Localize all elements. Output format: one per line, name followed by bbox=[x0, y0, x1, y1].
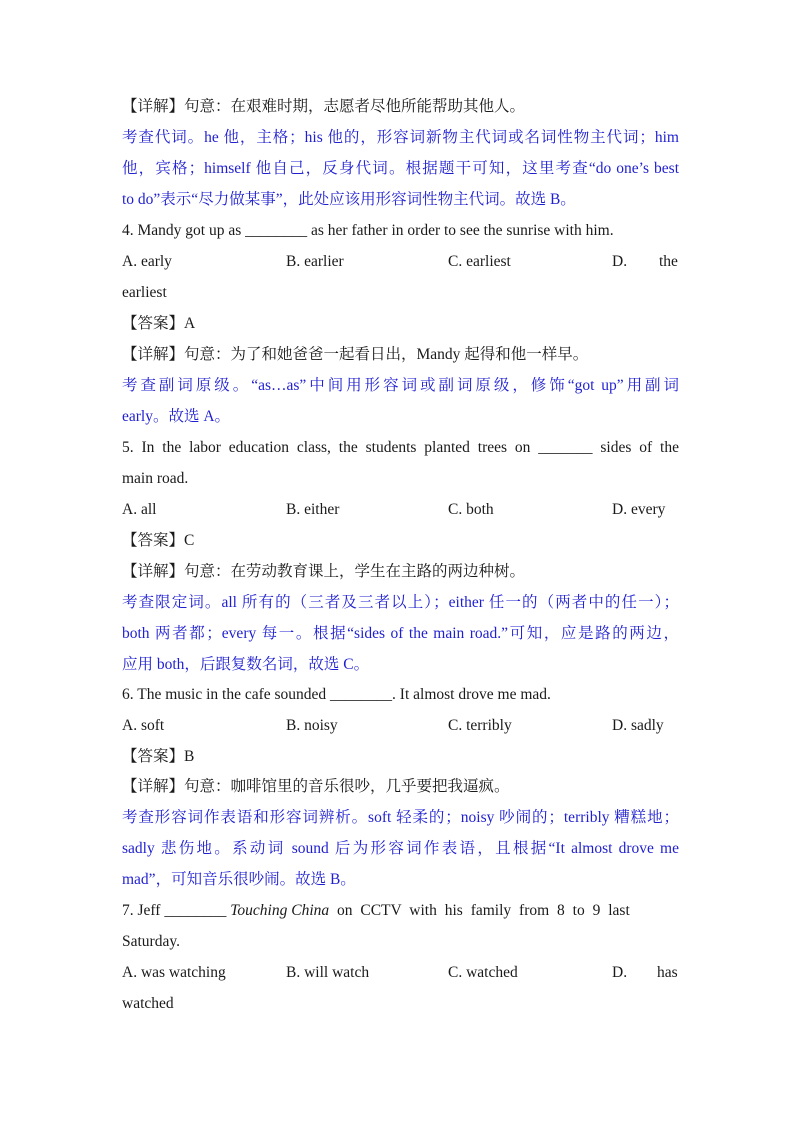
q5-explanation: 【详解】句意：在劳动教育课上，学生在主路的两边种树。 bbox=[122, 563, 526, 580]
q7-stem-prefix: 7. Jeff ________ bbox=[122, 902, 231, 919]
q4-analysis-line-1: 考查副词原级。“as…as”中间用形容词或副词原级，修饰“got up”用副词 bbox=[122, 377, 679, 394]
q4-option-d-word: the bbox=[659, 253, 678, 270]
q5-analysis-line-1: 考查限定词。all 所有的（三者及三者以上）；either 任一的（两者中的任一）； bbox=[122, 594, 679, 611]
q4-analysis-line-2: early。故选 A。 bbox=[122, 408, 231, 425]
q3-analysis-line-1: 考查代词。he 他，主格；his 他的，形容词新物主代词或名词性物主代词；him bbox=[122, 129, 679, 146]
q7-option-c: C. watched bbox=[448, 964, 518, 981]
q7-stem-suffix: on CCTV with his family from 8 to 9 last bbox=[329, 902, 630, 919]
q7-option-d-word: has bbox=[657, 964, 678, 981]
q4-option-d-label: D. bbox=[612, 253, 628, 270]
q4-answer: 【答案】A bbox=[122, 315, 196, 332]
q5-stem-line-2: main road. bbox=[122, 470, 189, 487]
q3-explanation: 【详解】句意：在艰难时期，志愿者尽他所能帮助其他人。 bbox=[122, 98, 526, 115]
q6-option-a: A. soft bbox=[122, 717, 165, 734]
q4-option-b: B. earlier bbox=[286, 253, 344, 270]
q7-program-title: Touching China bbox=[230, 902, 330, 919]
q4-explanation: 【详解】句意：为了和她爸爸一起看日出，Mandy 起得和他一样早。 bbox=[122, 346, 589, 363]
q4-option-c: C. earliest bbox=[448, 253, 511, 270]
q7-option-d-continued: watched bbox=[122, 995, 174, 1012]
q5-option-a: A. all bbox=[122, 501, 157, 518]
q6-option-d: D. sadly bbox=[612, 717, 664, 734]
q7-option-b: B. will watch bbox=[286, 964, 370, 981]
q4-option-d-continued: earliest bbox=[122, 284, 167, 301]
q6-analysis-line-1: 考查形容词作表语和形容词辨析。soft 轻柔的；noisy 吵闹的；terribly 糟糕地； bbox=[122, 809, 679, 826]
q4-option-a: A. early bbox=[122, 253, 172, 270]
q5-analysis-line-3: 应用 both，后跟复数名词，故选 C。 bbox=[122, 656, 370, 673]
q7-stem-line-2: Saturday. bbox=[122, 933, 180, 950]
q3-analysis-line-2: 他，宾格；himself 他自己，反身代词。根据题干可知，这里考查“do one’s best bbox=[122, 160, 679, 177]
q4-stem: 4. Mandy got up as ________ as her father in order to see the sunrise with him. bbox=[122, 222, 614, 239]
q6-answer: 【答案】B bbox=[122, 748, 195, 765]
q5-analysis-line-2: both 两者都；every 每一。根据“sides of the main road.”可知，应是路的两边， bbox=[122, 625, 679, 642]
q6-explanation: 【详解】句意：咖啡馆里的音乐很吵，几乎要把我逼疯。 bbox=[122, 778, 510, 795]
q7-option-a: A. was watching bbox=[122, 964, 226, 981]
q7-stem-line-1 bbox=[122, 900, 679, 922]
q6-analysis-line-2: sadly 悲伤地。系动词 sound 后为形容词作表语，且根据“It almost drove me bbox=[122, 840, 679, 857]
q7-option-d-label: D. bbox=[612, 964, 628, 981]
q5-answer: 【答案】C bbox=[122, 532, 195, 549]
q6-option-b: B. noisy bbox=[286, 717, 338, 734]
q5-stem-line-1: 5. In the labor education class, the students planted trees on _______ sides of the bbox=[122, 439, 679, 456]
q6-analysis-line-3: mad”，可知音乐很吵闹。故选 B。 bbox=[122, 871, 356, 888]
q3-analysis-line-3: to do”表示“尽力做某事”，此处应该用形容词性物主代词。故选 B。 bbox=[122, 191, 576, 208]
q5-option-c: C. both bbox=[448, 501, 494, 518]
q5-option-d: D. every bbox=[612, 501, 666, 518]
q6-stem: 6. The music in the cafe sounded ________. It almost drove me mad. bbox=[122, 686, 551, 703]
q5-option-b: B. either bbox=[286, 501, 340, 518]
q6-option-c: C. terribly bbox=[448, 717, 512, 734]
